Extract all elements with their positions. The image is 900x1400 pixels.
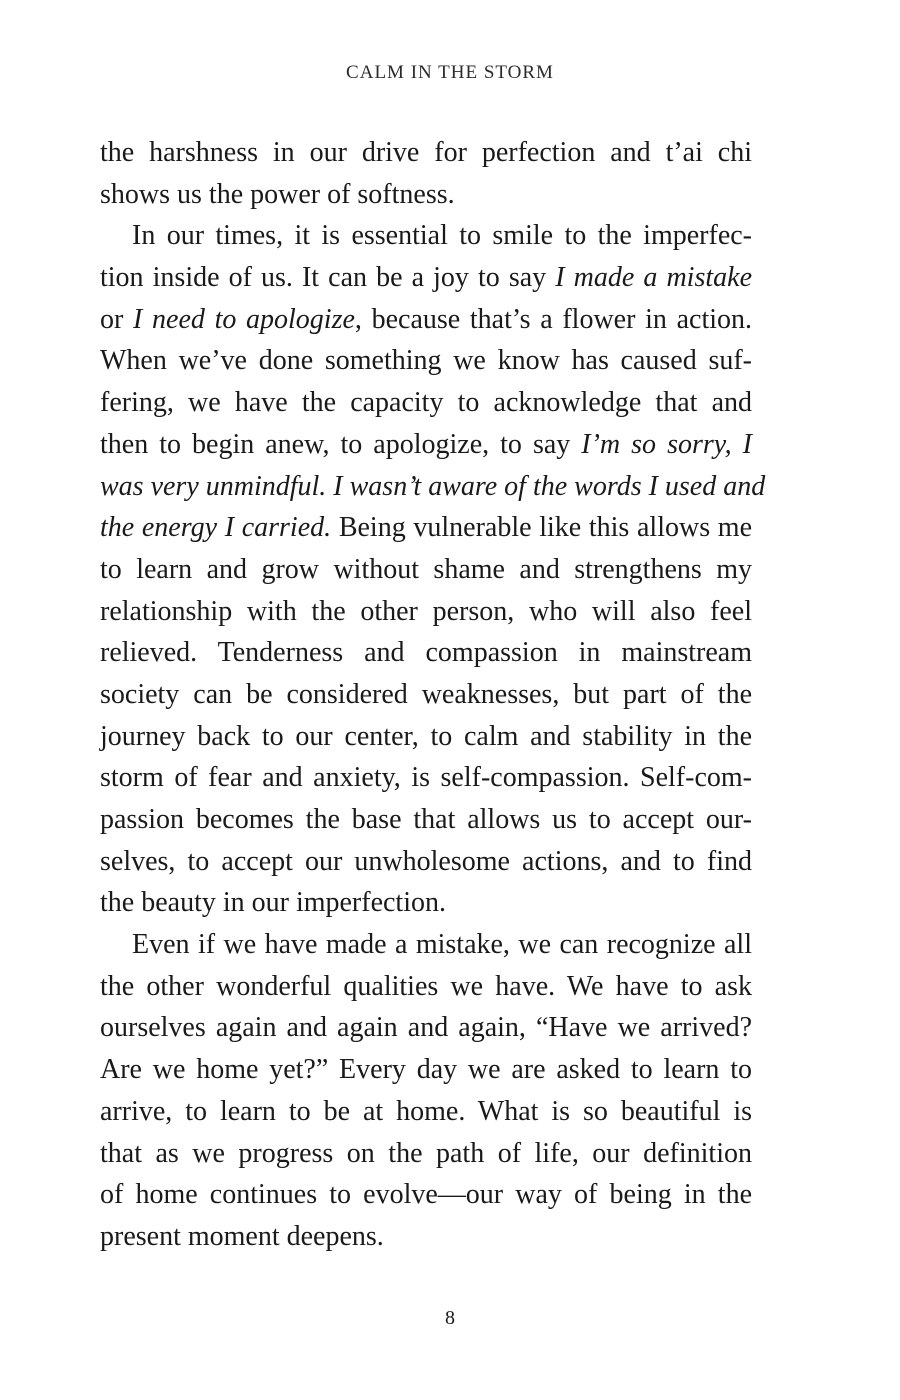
italic-phrase: I made a mistake [555,262,752,294]
text-line: the other wonderful qualities we have. We have to ask [100,970,752,1002]
italic-phrase: the energy I carried. [100,512,332,544]
text-line: of home continues to evolve—our way of being in the [100,1179,752,1211]
page-number: 8 [445,1307,455,1329]
italic-phrase: I’m so sorry, I [581,428,752,460]
body-text [100,132,766,1258]
text-line: ourselves again and again and again, “Have we arrived? [100,1012,752,1044]
text-line: then to begin anew, to apologize, to say I’m so sorry, I [100,428,752,460]
italic-phrase: was very unmindful. I wasn’t aware of the words I used and [100,470,766,502]
text-line: In our times, it is essential to smile to the imperfec- [132,220,752,252]
text-line: relationship with the other person, who will also feel [100,595,752,627]
text-line: passion becomes the base that allows us to accept our- [100,804,752,835]
text-line: journey back to our center, to calm and stability in the [100,720,752,752]
text-line: the harshness in our drive for perfection and t’ai chi [100,137,752,168]
italic-phrase: I need to apologize [133,303,355,335]
text-line: storm of fear and anxiety, is self-compassion. Self-com- [100,762,752,794]
text-line: the beauty in our imperfection. [100,887,446,919]
text-line: the energy I carried. Being vulnerable like this allows me [100,512,752,544]
text-line: Are we home yet?” Every day we are asked to learn to [100,1054,752,1086]
text-line: When we’ve done something we know has caused suf- [100,345,752,377]
text-line: shows us the power of softness. [100,178,455,210]
text-line [100,466,766,508]
text-line: or I need to apologize, because that’s a flower in action. [100,303,753,335]
text-line: tion inside of us. It can be a joy to say I made a mistake [100,262,752,294]
running-head: CALM IN THE STORM [346,62,554,83]
text-line: Even if we have made a mistake, we can recognize all [132,929,752,961]
text-line: present moment deepens. [100,1220,384,1252]
text-line: society can be considered weaknesses, but part of the [100,678,752,710]
text-line: arrive, to learn to be at home. What is so beautiful is [100,1095,752,1127]
text-line: that as we progress on the path of life, our definition [100,1137,752,1169]
text-line: selves, to accept our unwholesome actions, and to find [100,845,752,877]
text-line: fering, we have the capacity to acknowledge that and [100,387,752,419]
text-line: to learn and grow without shame and strengthens my [100,553,752,585]
text-line: relieved. Tenderness and compassion in mainstream [100,637,752,669]
